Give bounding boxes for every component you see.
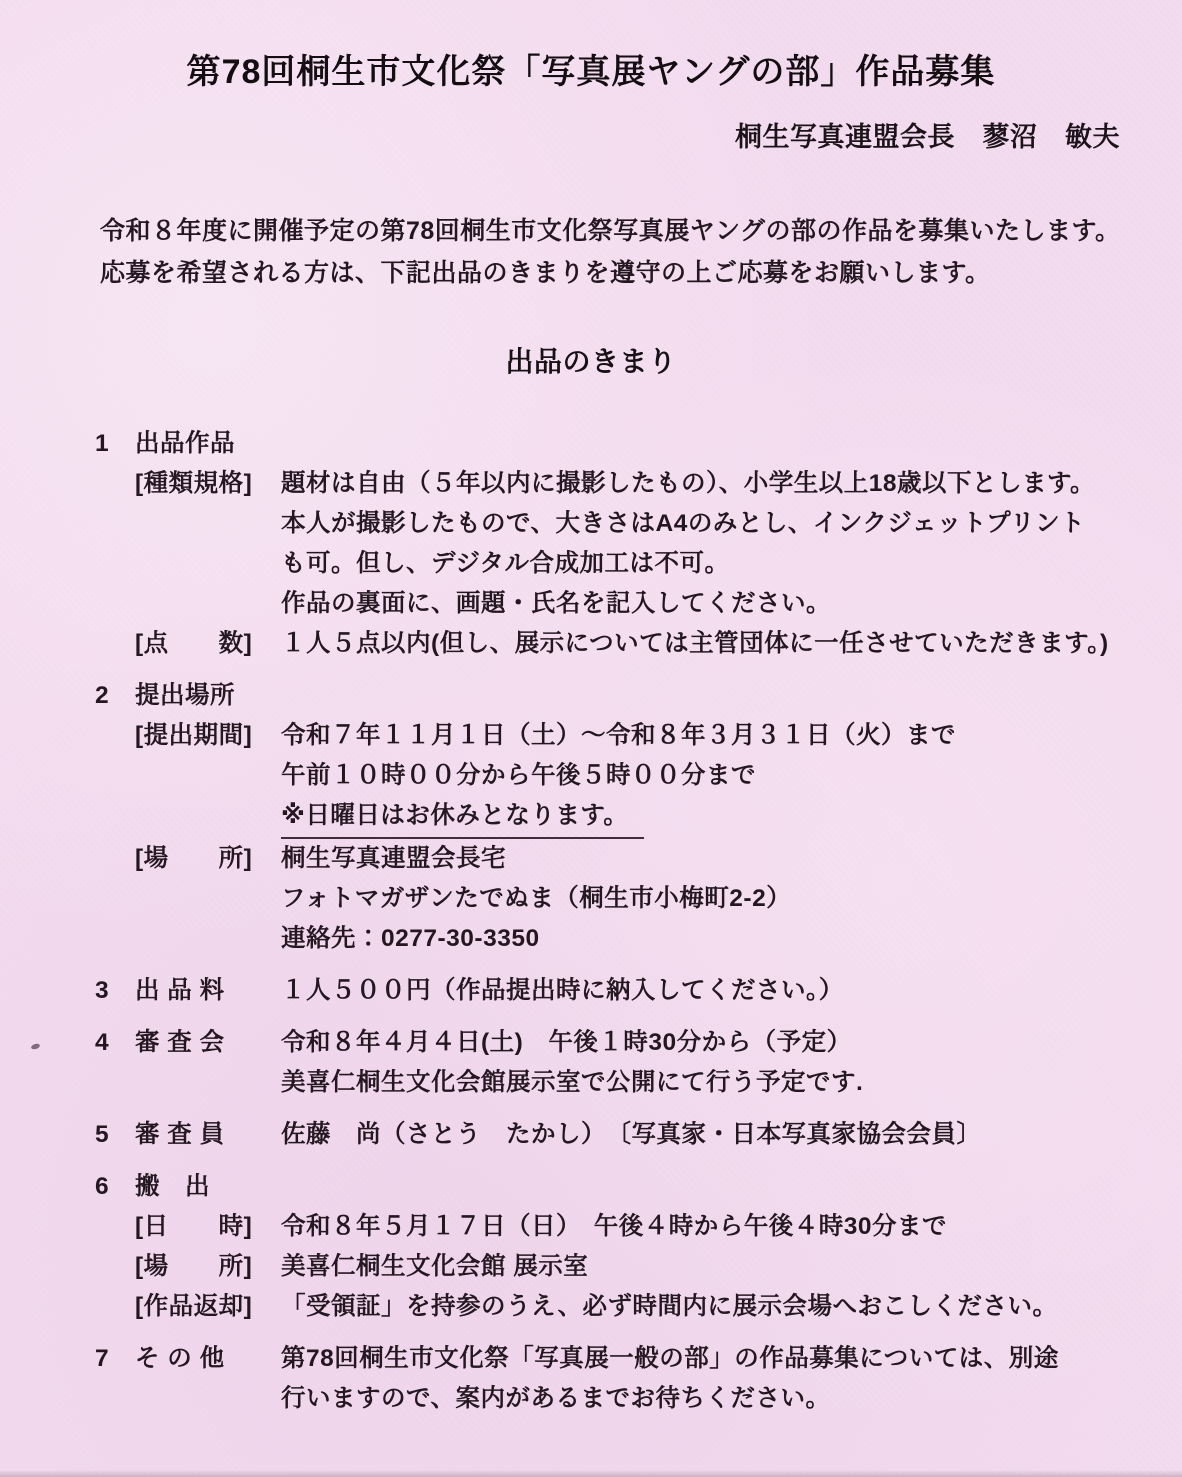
section-number (95, 1207, 135, 1247)
underlined-note: ※日曜日はお休みとなります。 (281, 796, 644, 839)
section-row (95, 544, 1130, 584)
row-text: 令和７年１１月１日（土）～令和８年３月３１日（火）まで (281, 722, 956, 749)
intro-line-2: 応募を希望される方は、下記出品のきまりを遵守の上ご応募をお願いします。 (100, 259, 991, 287)
page-title: 第78回桐生市文化祭「写真展ヤングの部」作品募集 (186, 53, 996, 91)
section-5 (95, 1115, 1130, 1155)
row-label (135, 756, 281, 796)
issuer-line: 桐生写真連盟会長 蓼沼 敏夫 (735, 122, 1120, 152)
row-text: 連絡先：0277-30-3350 (281, 925, 540, 952)
row-text: 「受領証」を持参のうえ、必ず時間内に展示会場へおこしください。 (281, 1293, 1058, 1320)
section-row (95, 756, 1130, 796)
section-3 (95, 971, 1130, 1011)
section-number (95, 839, 135, 879)
row-text: 午前１０時００分から午後５時００分まで (281, 762, 756, 789)
section-4 (95, 1023, 1130, 1103)
rules-heading: 出品のきまり (505, 346, 677, 377)
row-label (135, 544, 281, 584)
section-row (95, 1379, 1130, 1419)
section-row (95, 464, 1130, 504)
section-number: 1 (95, 430, 110, 457)
row-text: １人５点以内(但し、展示については主管団体に一任させていただきます。) (281, 630, 1109, 657)
section-row (95, 796, 1130, 839)
section-number (95, 504, 135, 544)
row-text: 佐藤 尚（さとう たかし） 〔写真家・日本写真家協会会員〕 (281, 1121, 982, 1148)
section-row (95, 1115, 1130, 1155)
section-number (95, 1379, 135, 1419)
section-number (95, 1247, 135, 1287)
row-text: 第78回桐生市文化祭「写真展一般の部」の作品募集については、別途 (281, 1345, 1059, 1372)
section-number (95, 716, 135, 756)
section-number: 2 (95, 682, 110, 709)
section-row (95, 1339, 1130, 1379)
row-text: １人５００円（作品提出時に納入してください。） (281, 977, 844, 1004)
section-row (95, 1167, 1130, 1207)
row-label: [提出期間] (135, 722, 253, 749)
section-2 (95, 676, 1130, 959)
section-number (95, 796, 135, 839)
row-label: [作品返却] (135, 1293, 253, 1320)
section-6 (95, 1167, 1130, 1327)
section-number: 3 (95, 977, 110, 1004)
row-label (135, 919, 281, 959)
row-text: 美喜仁桐生文化会館 展示室 (281, 1253, 589, 1280)
row-label (135, 504, 281, 544)
section-number: 4 (95, 1029, 110, 1056)
section-number: 6 (95, 1173, 110, 1200)
section-title: 審 査 員 (135, 1121, 225, 1148)
section-row (95, 1207, 1130, 1247)
section-title: 審 査 会 (135, 1029, 225, 1056)
section-row (95, 919, 1130, 959)
row-text: 桐生写真連盟会長宅 (281, 845, 506, 872)
intro-paragraph (0, 210, 1182, 294)
row-text: フォトマガザンたでぬま（桐生市小梅町2-2） (281, 885, 792, 912)
section-number: 5 (95, 1121, 110, 1148)
row-text (281, 1167, 1130, 1207)
row-text: 題材は自由（５年以内に撮影したもの）、小学生以上18歳以下とします。 (281, 470, 1096, 497)
section-1 (95, 424, 1130, 664)
section-row (95, 1247, 1130, 1287)
row-label (135, 796, 281, 839)
section-title: 出品作品 (135, 430, 235, 457)
row-label (135, 879, 281, 919)
section-title: そ の 他 (135, 1345, 225, 1372)
row-label (135, 584, 281, 624)
row-label: [場 所] (135, 1253, 253, 1280)
row-text: 行いますので、案内があるまでお待ちください。 (281, 1385, 831, 1412)
section-number (95, 464, 135, 504)
section-row (95, 424, 1130, 464)
row-text: 本人が撮影したもので、大きさはA4のみとし、インクジェットプリント (281, 510, 1086, 537)
section-row (95, 839, 1130, 879)
row-text (281, 676, 1130, 716)
section-row (95, 1063, 1130, 1103)
section-row (95, 879, 1130, 919)
section-number (95, 879, 135, 919)
section-row (95, 971, 1130, 1011)
section-number (95, 544, 135, 584)
row-text (281, 424, 1130, 464)
section-row (95, 624, 1130, 664)
section-title: 出 品 料 (135, 977, 225, 1004)
section-number (95, 1287, 135, 1327)
row-text: 作品の裏面に、画題・氏名を記入してください。 (281, 590, 831, 617)
rules-sections (0, 424, 1182, 1419)
row-label: [場 所] (135, 845, 253, 872)
section-row (95, 1287, 1130, 1327)
scan-bottom-edge (0, 1470, 1182, 1477)
section-row (95, 1023, 1130, 1063)
intro-line-1: 令和８年度に開催予定の第78回桐生市文化祭写真展ヤングの部の作品を募集いたします。 (100, 217, 1121, 245)
row-label (135, 1063, 281, 1103)
section-number (95, 624, 135, 664)
row-text: 令和８年４月４日(土) 午後１時30分から（予定） (281, 1029, 852, 1056)
section-number (95, 1063, 135, 1103)
section-number (95, 919, 135, 959)
row-label: [点 数] (135, 630, 253, 657)
section-row (95, 716, 1130, 756)
row-label: [種類規格] (135, 470, 253, 497)
section-title: 搬 出 (135, 1173, 210, 1200)
section-number (95, 584, 135, 624)
section-row (95, 584, 1130, 624)
section-title: 提出場所 (135, 682, 235, 709)
row-text (281, 796, 1130, 839)
row-label: [日 時] (135, 1213, 253, 1240)
section-7 (95, 1339, 1130, 1419)
row-text: 美喜仁桐生文化会館展示室で公開にて行う予定です. (281, 1069, 864, 1096)
row-text: 令和８年５月１７日（日） 午後４時から午後４時30分まで (281, 1213, 947, 1240)
section-row (95, 676, 1130, 716)
section-number (95, 756, 135, 796)
row-text: も可。但し、デジタル合成加工は不可。 (281, 550, 730, 577)
row-label (135, 1379, 281, 1419)
section-row (95, 504, 1130, 544)
section-number: 7 (95, 1345, 110, 1372)
